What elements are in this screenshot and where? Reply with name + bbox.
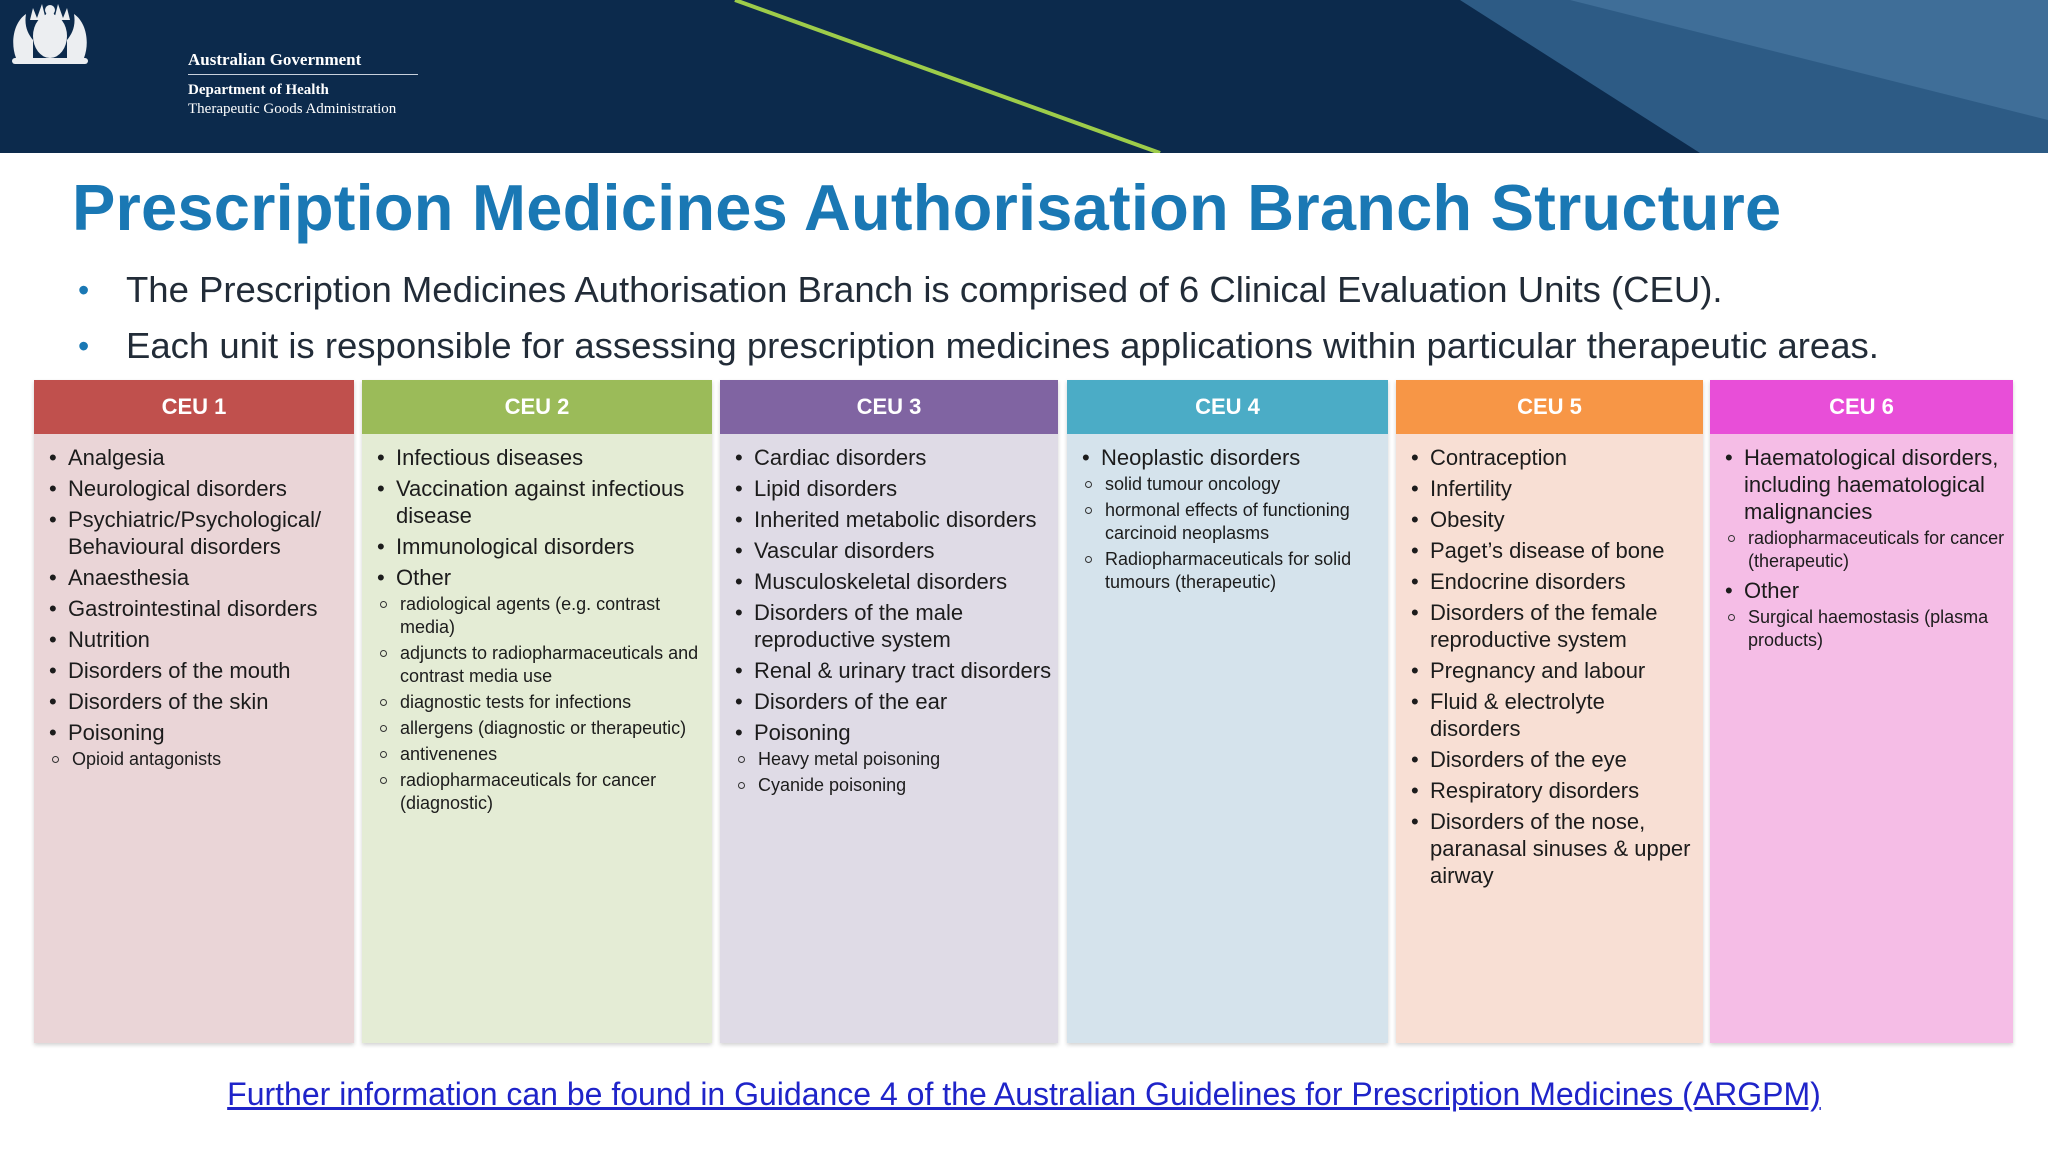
ceu-item [754, 537, 1054, 564]
ceu-item [1430, 657, 1699, 684]
coat-of-arms-logo [0, 0, 100, 70]
intro-bullet: • The Prescription Medicines Authorisation Branch is comprised of 6 Clinical Evaluation Units (CEU). [78, 262, 1879, 318]
ceu-item-label: Musculoskeletal disorders [754, 569, 1008, 594]
ceu-subitem: Heavy metal poisoning [738, 748, 1054, 771]
ceu-item-list [720, 444, 1058, 797]
ceu-item [68, 688, 350, 715]
ceu-item-label: Poisoning [754, 720, 851, 745]
ceu-subitem: Surgical haemostasis (plasma products) [1728, 606, 2009, 652]
ceu-body [34, 434, 354, 771]
ceu-subitem: antivenenes [380, 743, 708, 766]
ceu-item-label: Vascular disorders [754, 538, 935, 563]
ceu-item [754, 657, 1054, 684]
ceu-item-label: Neurological disorders [68, 476, 287, 501]
ceu-item-label: Disorders of the skin [68, 689, 269, 714]
ceu-item [1101, 444, 1384, 594]
ceu-item-label: Pregnancy and labour [1430, 658, 1646, 683]
ceu-column-5 [1396, 380, 1703, 1043]
ceu-item-label: Immunological disorders [396, 534, 635, 559]
ceu-column-6 [1710, 380, 2013, 1043]
ceu-item-label: Psychiatric/Psychological/ Behavioural disorders [68, 507, 322, 559]
ceu-item-label: Inherited metabolic disorders [754, 507, 1037, 532]
ceu-item [1430, 599, 1699, 653]
ceu-heading: CEU 6 [1710, 380, 2013, 434]
ceu-column-4 [1067, 380, 1388, 1043]
intro-bullet: • Each unit is responsible for assessing prescription medicines applications within particular therapeutic areas. [78, 318, 1879, 374]
ceu-item [68, 657, 350, 684]
ceu-subitem: radiopharmaceuticals for cancer (therapeutic) [1728, 527, 2009, 573]
ceu-item [1430, 475, 1699, 502]
ceu-item [754, 475, 1054, 502]
ceu-subitem-list [1728, 527, 2009, 573]
government-name: Australian Government [188, 50, 418, 75]
ceu-subitem: radiological agents (e.g. contrast media) [380, 593, 708, 639]
ceu-item [396, 475, 708, 529]
ceu-heading: CEU 5 [1396, 380, 1703, 434]
ceu-item-label: Infectious diseases [396, 445, 584, 470]
ceu-item [754, 719, 1054, 797]
ceu-item [1430, 568, 1699, 595]
ceu-subitem: radiopharmaceuticals for cancer (diagnostic) [380, 769, 708, 815]
ceu-item [754, 688, 1054, 715]
ceu-subitem-list [52, 748, 350, 771]
ceu-item-label: Cardiac disorders [754, 445, 927, 470]
ceu-item-label: Disorders of the mouth [68, 658, 291, 683]
ceu-item [754, 506, 1054, 533]
department-name: Department of Health [188, 82, 329, 98]
ceu-item-label: Poisoning [68, 720, 165, 745]
ceu-item [1430, 777, 1699, 804]
ceu-item-label: Disorders of the male reproductive system [754, 600, 964, 652]
ceu-heading: CEU 3 [720, 380, 1058, 434]
ceu-item-list [1710, 444, 2013, 652]
ceu-item [68, 595, 350, 622]
ceu-item-label: Lipid disorders [754, 476, 898, 501]
ceu-column-2 [362, 380, 712, 1043]
ceu-subitem-list [380, 593, 708, 815]
ceu-item [1744, 577, 2009, 652]
ceu-item-label: Analgesia [68, 445, 165, 470]
ceu-item-label: Respiratory disorders [1430, 778, 1640, 803]
ceu-subitem: Opioid antagonists [52, 748, 350, 771]
ceu-item [68, 626, 350, 653]
ceu-item-label: Obesity [1430, 507, 1505, 532]
ceu-item-label: Other [396, 565, 452, 590]
ceu-body [720, 434, 1058, 797]
ceu-subitem: Cyanide poisoning [738, 774, 1054, 797]
ceu-item [754, 568, 1054, 595]
ceu-column-1 [34, 380, 354, 1043]
ceu-item-label: Endocrine disorders [1430, 569, 1626, 594]
ceu-item [754, 444, 1054, 471]
ceu-heading: CEU 2 [362, 380, 712, 434]
ceu-subitem: hormonal effects of functioning carcinoid neoplasms [1085, 499, 1384, 545]
header-banner [0, 0, 2048, 153]
ceu-item-label: Nutrition [68, 627, 150, 652]
ceu-item [1430, 537, 1699, 564]
page-title: Prescription Medicines Authorisation Branch Structure [72, 171, 1782, 244]
ceu-item [68, 475, 350, 502]
ceu-body [1067, 434, 1388, 594]
ceu-item-label: Infertility [1430, 476, 1512, 501]
ceu-subitem: Radiopharmaceuticals for solid tumours (therapeutic) [1085, 548, 1384, 594]
ceu-item-label: Paget’s disease of bone [1430, 538, 1665, 563]
agency-name: Therapeutic Goods Administration [188, 101, 397, 117]
ceu-body [1710, 434, 2013, 652]
ceu-column-3 [720, 380, 1058, 1043]
ceu-item [68, 564, 350, 591]
ceu-item-label: Neoplastic disorders [1101, 445, 1301, 470]
ceu-item-label: Contraception [1430, 445, 1567, 470]
government-branding [188, 50, 418, 119]
ceu-item [1430, 444, 1699, 471]
ceu-item [68, 719, 350, 771]
ceu-item [396, 533, 708, 560]
ceu-item-list [34, 444, 354, 771]
ceu-item-label: Disorders of the ear [754, 689, 948, 714]
ceu-item [1744, 444, 2009, 573]
ceu-item-label: Fluid & electrolyte disorders [1430, 689, 1605, 741]
ceu-subitem: solid tumour oncology [1085, 473, 1384, 496]
ceu-item-label: Haematological disorders, including haematological malignancies [1744, 445, 1999, 524]
ceu-item-label: Renal & urinary tract disorders [754, 658, 1052, 683]
ceu-heading: CEU 4 [1067, 380, 1388, 434]
ceu-heading: CEU 1 [34, 380, 354, 434]
ceu-item-label: Disorders of the nose, paranasal sinuses & upper airway [1430, 809, 1691, 888]
ceu-item-label: Vaccination against infectious disease [396, 476, 685, 528]
ceu-item [754, 599, 1054, 653]
ceu-subitem: allergens (diagnostic or therapeutic) [380, 717, 708, 740]
ceu-item-label: Disorders of the eye [1430, 747, 1627, 772]
ceu-item-label: Other [1744, 578, 1800, 603]
ceu-item-label: Disorders of the female reproductive system [1430, 600, 1658, 652]
ceu-item [1430, 506, 1699, 533]
ceu-item [1430, 688, 1699, 742]
ceu-item [68, 506, 350, 560]
ceu-item-list [1067, 444, 1388, 594]
ceu-item [68, 444, 350, 471]
ceu-subitem: diagnostic tests for infections [380, 691, 708, 714]
ceu-subitem-list [1085, 473, 1384, 594]
ceu-subitem-list [1728, 606, 2009, 652]
ceu-subitem: adjuncts to radiopharmaceuticals and contrast media use [380, 642, 708, 688]
ceu-body [1396, 434, 1703, 889]
ceu-item [1430, 746, 1699, 773]
ceu-item [1430, 808, 1699, 889]
ceu-item-label: Gastrointestinal disorders [68, 596, 318, 621]
ceu-item-list [1396, 444, 1703, 889]
ceu-item-list [362, 444, 712, 815]
ceu-item [396, 564, 708, 815]
ceu-subitem-list [738, 748, 1054, 797]
ceu-item [396, 444, 708, 471]
argpm-guidance-link[interactable]: Further information can be found in Guidance 4 of the Australian Guidelines for Prescription Medicines (ARGPM) [227, 1076, 1821, 1112]
ceu-body [362, 434, 712, 815]
intro-bullet-list [78, 262, 1879, 374]
ceu-item-label: Anaesthesia [68, 565, 190, 590]
